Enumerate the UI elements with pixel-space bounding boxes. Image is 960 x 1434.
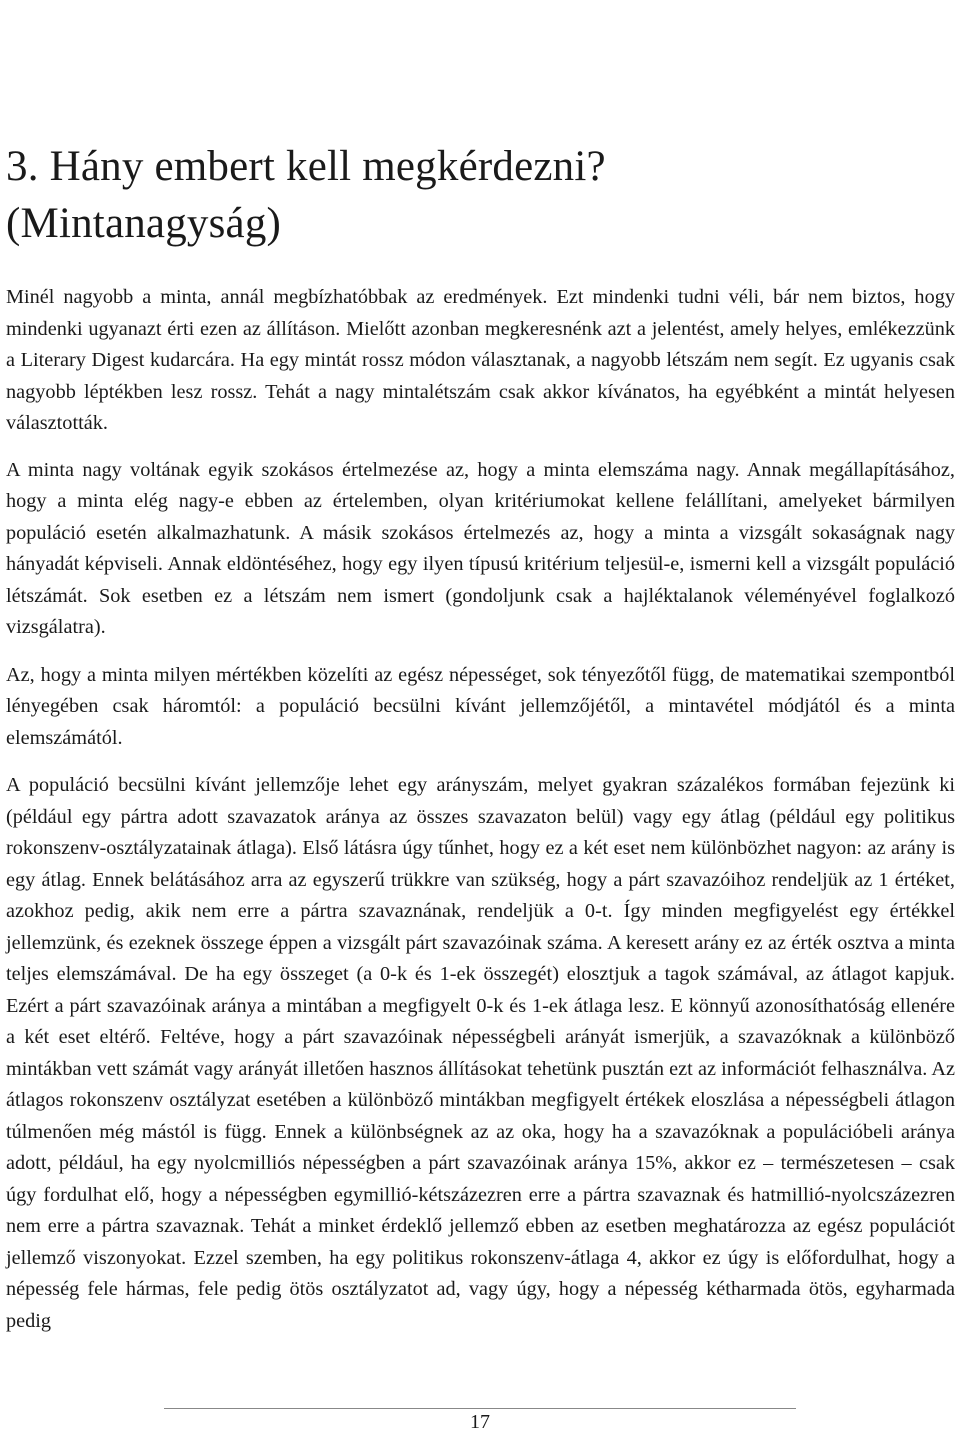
paragraph: Az, hogy a minta milyen mértékben közelíti az egész népességet, sok tényezőtől függ, de matematikai szempontból lényegében csak háromtól: a populáció becsülni kívánt jellemzőjétől, a mintavétel módjától és a minta elemszámától. [6, 663, 955, 749]
paragraph: A populáció becsülni kívánt jellemzője lehet egy arányszám, melyet gyakran százalékos formában fejezünk ki (például egy pártra adott szavazatok aránya az összes szavazaton belül) vagy egy átlag (például egy politikus rokonszenv-osztályzatainak átlaga). Első látásra úgy tűnhet, hogy ez a két eset nem különbözhet nagyon: az arány is egy átlag. Ennek belátásához arra az egyszerű trükkre van szükség, hogy a párt szavazóihoz rendeljük az 1 értéket, azokhoz pedig, akik nem erre a pártra szavaznának, rendeljük a 0-t. Így minden megfigyelést egy értékkel jellemzünk, és ezeknek összege éppen a vizsgált párt szavazóinak száma. A keresett arány ez az érték osztva a minta teljes elemszámával. De ha egy összeget (a 0-k és 1-ek összegét) elosztjuk a tagok számával, az átlagot kapjuk. Ezért a párt szavazóinak aránya a mintában a megfigyelt 0-k és 1-ek átlaga lesz. E könnyű azonosíthatóság ellenére a két eset eltérő. Feltéve, hogy a párt szavazóinak népességbeli arányát ismerjük, a szavazóknak a különböző mintákban vett számát vagy arányát illetően hasznos állításokat tehetünk pusztán ezt az információt felhasználva. Az átlagos rokonszenv osztályzat esetében a különböző mintákban megfigyelt értékek eloszlása a népességbeli átlagon túlmenően még mástól is függ. Ennek a különbségnek az az oka, hogy ha a szavazóknak a populációbeli aránya adott, például, ha egy nyolcmilliós népességben a párt szavazóinak aránya 15%, akkor ez – természetesen – csak úgy fordulhat elő, hogy a népességben egymillió-kétszázezren erre a pártra szavaznak és hatmillió-nyolcszázezren nem erre a pártra szavaznak. Tehát a minket érdeklő jellemző ebben az esetben meghatározza az egész populációt jellemző viszonyokat. Ezzel szemben, ha egy politikus rokonszenv-átlaga 4, akkor ez úgy is előfordulhat, hogy a népesség fele hármas, fele pedig ötös osztályzatot ad, vagy úgy, hogy a népesség kétharmada ötös, egyharmada pedig [6, 774, 955, 1332]
paragraph: Minél nagyobb a minta, annál megbízhatóbbak az eredmények. Ezt mindenki tudni véli, bár nem biztos, hogy mindenki ugyanazt érti ezen az állításon. Mielőtt azonban megkeresnénk azt a jelentést, amely helyes, emlékezzünk a Literary Digest kudarcára. Ha egy mintát rossz módon választanak, a nagyobb létszám nem segít. Ez ugyanis csak nagyobb léptékben lesz rossz. Tehát a nagy mintalétszám csak akkor kívánatos, ha egyébként a mintát helyesen választották. [6, 286, 955, 434]
chapter-heading-line2: (Mintanagyság) [6, 200, 282, 247]
chapter-heading [6, 138, 955, 252]
chapter-heading-line1: 3. Hány embert kell megkérdezni? [6, 143, 606, 190]
footer-divider [164, 1408, 796, 1409]
page-content [6, 138, 955, 1337]
paragraph: A minta nagy voltának egyik szokásos értelmezése az, hogy a minta elemszáma nagy. Annak megállapításához, hogy a minta elég nagy-e ebben az értelemben, olyan kritériumokat kellene felállítani, amelyeket bármilyen populáció esetén alkalmazhatunk. A másik szokásos értelmezés az, hogy a minta a vizsgált sokaságnak nagy hányadát képviseli. Annak eldöntéséhez, hogy egy ilyen típusú kritérium teljesül-e, ismerni kell a vizsgált populáció létszámát. Sok esetben ez a létszám nem ismert (gondoljunk csak a hajléktalanok véleményével foglalkozó vizsgálatra). [6, 458, 955, 638]
page-number: 17 [470, 1411, 490, 1433]
